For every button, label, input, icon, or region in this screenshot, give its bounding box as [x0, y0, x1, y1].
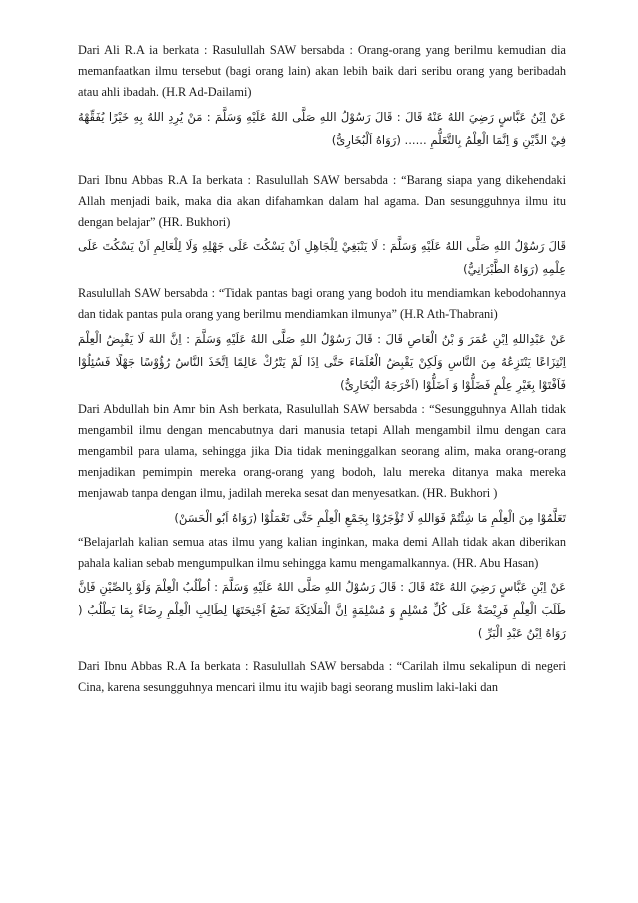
hadith-translation-thabrani: Rasulullah SAW bersabda : “Tidak pantas bagi orang yang bodoh itu mendiamkan kebodohannya dan tidak pantas pula orang yang berilmu mendiamkan ilmunya” (H.R Ath-Thabrani) — [78, 286, 566, 322]
arabic-hadith-ilmu-cina: عَنْ اِبْنِ عَبَّاسٍ رَضِيَ اللهُ عَنْهُ قَالَ : قَالَ رَسُوْلُ اللهِ صَلَّى اللهُ عَلَيْهِ وَسَلَّمَ : اُطْلُبُ الْعِلْمَ وَلَوْ بِالصِّيْنِ فَاِنَّ طَلَبَ الْعِلْمِ فَرِيْضَةٌ عَلَى كُلِّ مُسْلِمٍ وَ مُسْلِمَةٍ اِنَّ الْمَلَائِكَةَ تَضَعُ اَجْنِحَتَهَا لِطَالِبِ الْعِلْمِ رِضَاءً بِمَا يَطْلُبُ ( رَوَاهُ اِبْنُ عَبْدِ الْبَرِّ ) — [78, 580, 566, 641]
hadith-translation-ali: Dari Ali R.A ia berkata : Rasulullah SAW bersabda : Orang-orang yang berilmu kemudian dia memanfaatkan ilmu tersebut (bagi orang lain) akan lebih baik dari seribu orang yang beribadah atau ahli ibadah. (H.R Ad-Dailami) — [78, 43, 566, 100]
hadith-translation-abdullah-bin-amr: Dari Abdullah bin Amr bin Ash berkata, Rasulullah SAW bersabda : “Sesungguhnya Allah tidak mengambil ilmu dengan mencabutnya dari manusia tetapi Allah mengambil ilmu dengan cara mengambil para ulama, sehingga jika Dia tidak meninggalkan seorang alim, maka orang-orang menjadikan pemimpin mereka orang-orang yang bodoh, lalu mereka ditanya maka mereka menjawab tanpa dengan ilmu, jadilah mereka sesat dan menyesatkan. (HR. Bukhori ) — [78, 401, 566, 501]
hadith-translation-ilmu-cina: Dari Ibnu Abbas R.A Ia berkata : Rasulullah SAW bersabda : “Carilah ilmu sekalipun di negeri Cina, karena sesungguhnya mencari ilmu itu wajib bagi seorang muslim laki-laki dan — [78, 659, 566, 695]
document-body — [78, 40, 566, 698]
arabic-hadith-abu-hasan: تَعَلَّمُوْا مِنَ الْعِلْمِ مَا شِئْتُمْ فَوَاللهِ لَا تُؤْجَرُوْا بِجَمْعِ الْعِلْمِ حَتَّى تَعْمَلُوْا (رَوَاهُ اَبُو الْحَسَنْ) — [174, 510, 566, 525]
arabic-hadith-abdullah-bin-amr: عَنْ عَبْدِاللهِ اِبْنِ عُمَرَ وَ بْنُ الْعَاصِ قَالَ : قَالَ رَسُوْلُ اللهِ صَلَّى اللهُ عَلَيْهِ وَسَلَّمَ : اِنَّ اللهَ لَا يَقْبِضُ الْعِلْمَ اِنْتِزَاعًا يَنْتَزِعُهُ مِنَ النَّاسِ وَلَكِنْ يَقْبِضُ الْعُلَمَاءَ حَتَّى اِذَا لَمْ يَتْرُكْ عَالِمًا اِتَّخَذَ النَّاسُ رُؤُوْسًا جَهْلًا فَسُئِلُوْا فَاَفْتَوْا بِغَيْرِ عِلْمٍ فَضَلُّوْا وَ اَضَلُّوْا (اَخْرَجَهُ الْبُخَارِىُّ) — [78, 331, 566, 392]
hadith-translation-ibnu-abbas: Dari Ibnu Abbas R.A Ia berkata : Rasulullah SAW bersabda : “Barang siapa yang dikehendaki Allah menjadi baik, maka dia akan difahamkan dalam hal agama. Dan sesungguhnya ilmu itu dengan belajar” (HR. Bukhori) — [78, 172, 566, 230]
hadith-translation-abu-hasan: “Belajarlah kalian semua atas ilmu yang kalian inginkan, maka demi Allah tidak akan diberikan pahala kalian sebab mengumpulkan ilmu sehingga kamu mengamalkannya. (HR. Abu Hasan) — [78, 534, 566, 570]
arabic-hadith-ibnu-abbas-faqih: عَنْ اِبْنُ عَبَّاسٍ رَضِيَ اللهُ عَنْهُ قَالَ : قَالَ رَسُوْلُ اللهِ صَلَّى اللهُ عَلَيْهِ وَسَلَّمَ : مَنْ يُرِدِ اللهُ بِهِ خَيْرًا يُفَقِّهْهُ فِيْ الدِّيْنِ وَ اِنَّمَا الْعِلْمُ بِالتَّعَلُّمِ ...... (رَوَاهُ اَلْبُخَارِىُّ) — [78, 109, 566, 147]
arabic-hadith-thabrani: قَالَ رَسُوْلُ اللهِ صَلَّى اللهُ عَلَيْهِ وَسَلَّمَ : لَا يَنْبَغِيْ لِلْجَاهِلِ اَنْ يَسْكُتَ عَلَى جَهْلِهِ وَلَا لِلْعَالِمِ اَنْ يَسْكُتَ عَلَى عِلْمِهِ (رَوَاهُ الطَّبْرَانِيُّ) — [78, 239, 566, 277]
